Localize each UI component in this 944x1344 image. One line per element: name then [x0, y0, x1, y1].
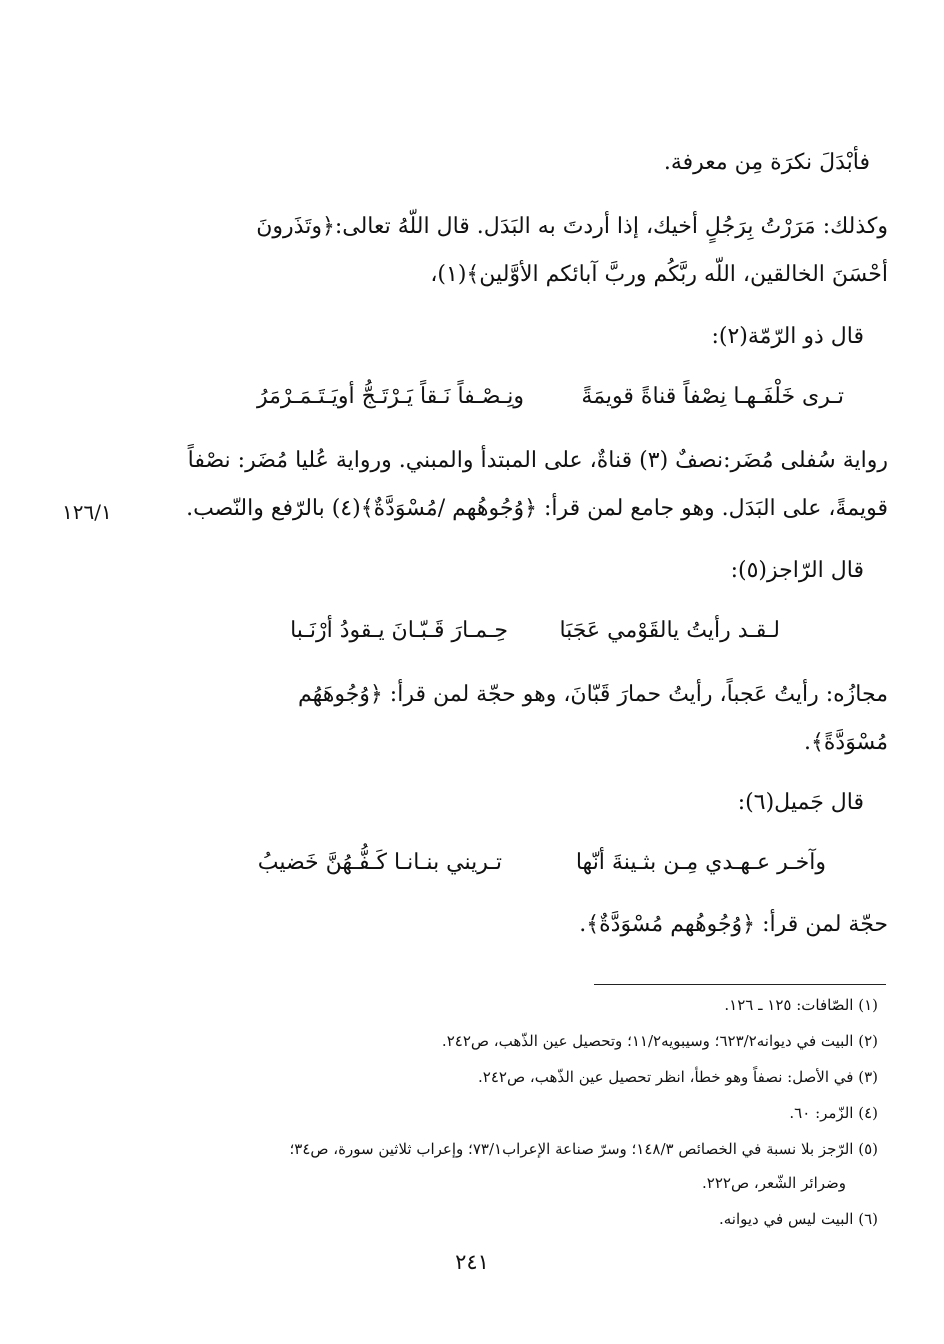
footnote-5-continued: وضرائر الشّعر، ص٢٢٢.	[702, 1174, 846, 1192]
verse-2-second-hemistich: حِـمـارَ قَـبّـانَ يـقودُ أرْنَـبا	[290, 618, 508, 643]
paragraph-3-line-2: قويمةً، على البَدَل. وهو جامع لمن قرأ: ﴿وُجُوهُهم /مُسْوَدَّةٌ﴾(٤) بالرّفع والنّصب.	[186, 496, 888, 521]
page-number: ٢٤١	[455, 1250, 489, 1274]
footnote-3: (٣) في الأصل: نصفاً وهو خطأ، انظر تحصيل عين الذّهب، ص٢٤٢.	[478, 1068, 878, 1086]
verse-2-first-hemistich: لـقـد رأيتُ يالقَوْمي عَجَبَا	[559, 618, 780, 643]
footnote-5: (٥) الرّجز بلا نسبة في الخصائص ١٤٨/٣؛ وسرّ صناعة الإعراب٧٣/١؛ وإعراب ثلاثين سورة، ص٣٤؛	[289, 1140, 878, 1158]
poet-attribution-2: قال الرّاجز(٥):	[730, 558, 864, 583]
paragraph-2-line-2: أحْسَنَ الخالقين، اللّه ربَّكُم وربَّ آبائكم الأوَّلين﴾(١)،	[430, 262, 888, 287]
footnote-2: (٢) البيت في ديوانه٦٢٣/٢؛ وسيبويه١١/٢؛ وتحصيل عين الذّهب، ص٢٤٢.	[441, 1032, 878, 1050]
verse-3-first-hemistich: وآخـر عـهـدي مِـن بثـينةَ أنّها	[575, 850, 826, 875]
paragraph-5: حجّة لمن قرأ: ﴿وُجُوهُهم مُسْوَدَّةٌ﴾.	[579, 912, 888, 937]
paragraph-3-line-1: رواية سُفلى مُضَر:نصفٌ (٣) قناةٌ، على المبتدأ والمبني. ورواية عُليا مُضَر: نصْفاً	[187, 448, 888, 473]
verse-1-first-hemistich: تـرى خَلْفَـهـا نِصْفاً قناةً قويمَةً	[581, 384, 844, 409]
verse-1-second-hemistich: ونِـصْـفاً نَـقاً يَـرْتَـجُّ أويَـتَـمَـرْمَرُ	[256, 384, 524, 409]
poet-attribution-1: قال ذو الرّمّة(٢):	[711, 324, 864, 349]
footnote-6: (٦) البيت ليس في ديوانه.	[718, 1210, 878, 1228]
paragraph-1: فأبْدَلَ نكرَة مِن معرفة.	[663, 150, 870, 175]
paragraph-4-line-1: مجازُه: رأيتُ عَجباً، رأيتُ حمارَ قَبّانَ، وهو حجّة لمن قرأ: ﴿وُجُوهَهُم	[297, 682, 888, 707]
paragraph-2-line-1: وكذلك: مَرَرْتُ بِرَجُلٍ أخيك، إذا أردتَ به البَدَل. قال اللّهُ تعالى:﴿وتَذَرونَ	[256, 214, 888, 239]
footnote-4: (٤) الزّمر: ٦٠.	[789, 1104, 878, 1122]
poet-attribution-3: قال جَميل(٦):	[737, 790, 864, 815]
footnote-1: (١) الصّافات: ١٢٥ ـ ١٢٦.	[724, 996, 878, 1014]
marginal-manuscript-reference: ١٢٦/١	[62, 500, 112, 524]
paragraph-4-line-2: مُسْوَدَّةً﴾.	[804, 730, 888, 755]
verse-3-second-hemistich: تـريني بنـانـا كَـفُّـهُنَّ خَضيبُ	[257, 850, 502, 875]
footnote-divider	[594, 984, 886, 985]
